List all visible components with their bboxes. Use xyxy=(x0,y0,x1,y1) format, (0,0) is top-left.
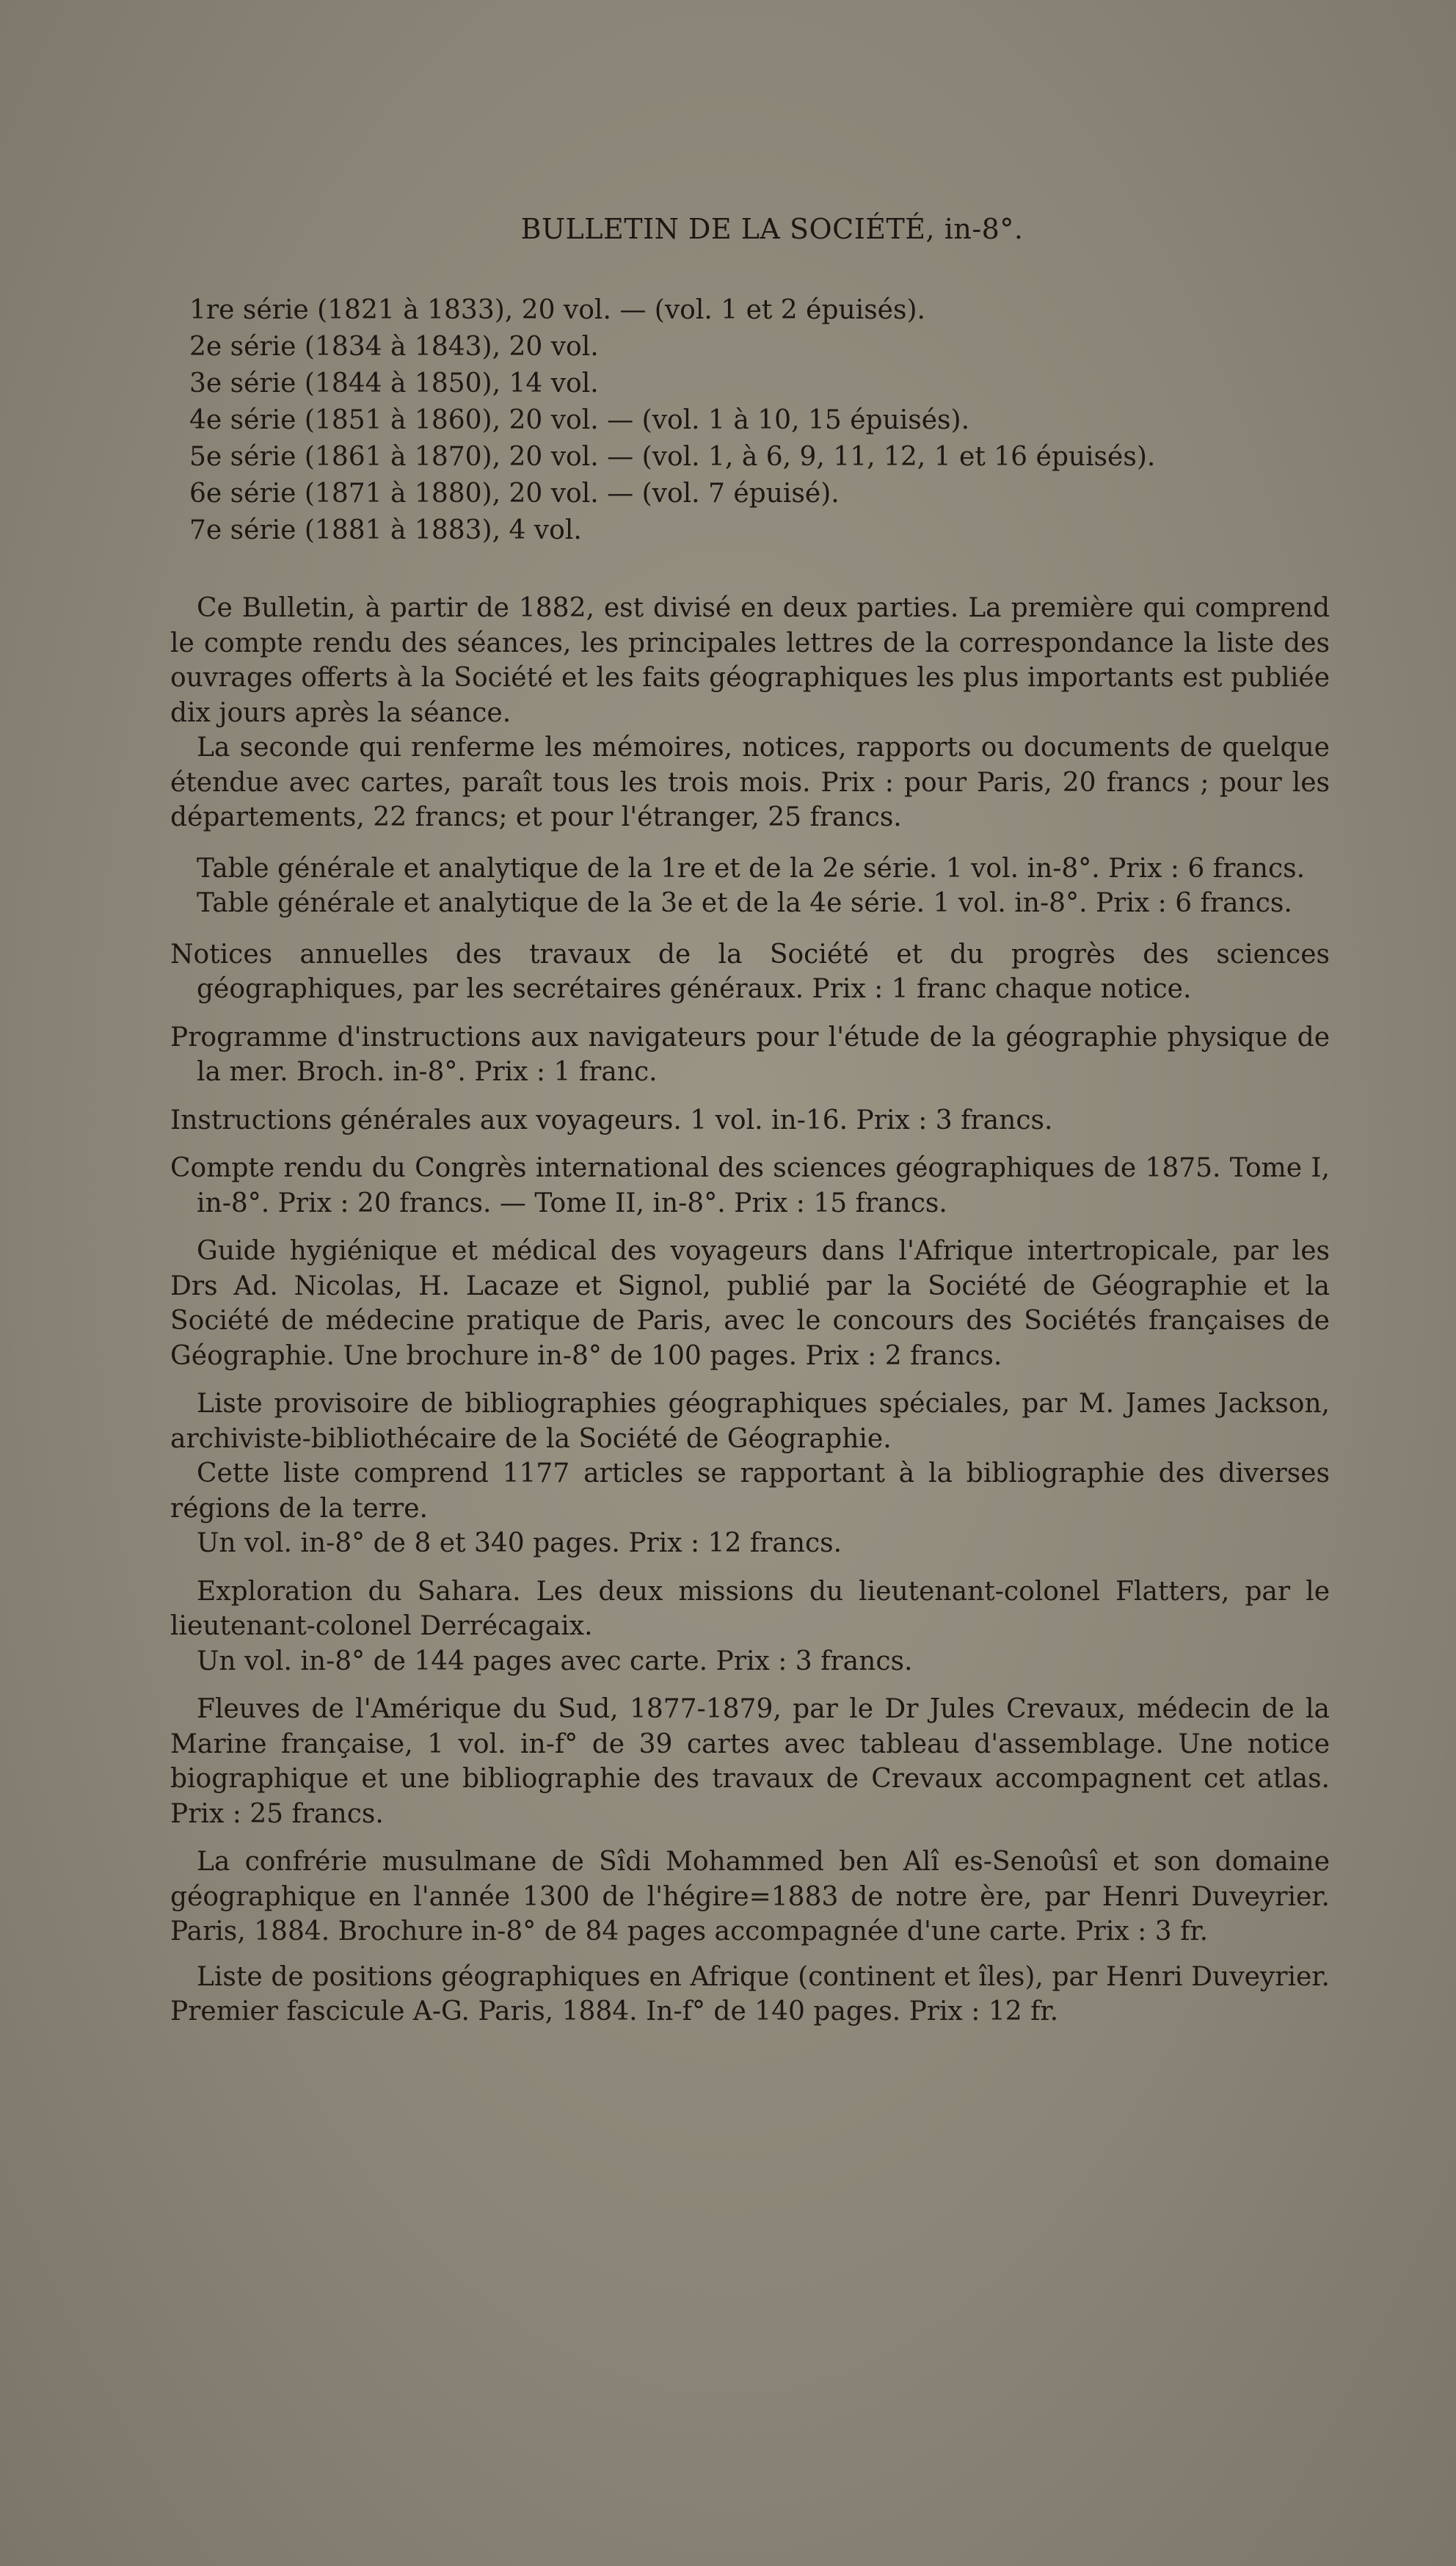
fleuves-amerique: Fleuves de l'Amérique du Sud, 1877-1879, par le Dr Jules Crevaux, médecin de la Marine française, 1 vol. in-f° de 39 cartes avec tableau d'assemblage. Une notice biographique et une bibliographie des travaux de Crevaux accompagnent cet atlas. Prix : 25 francs. xyxy=(170,1694,1330,1829)
series-item-7: 7e série (1881 à 1883), 4 vol. xyxy=(189,515,582,545)
liste-bibliographies-note: Cette liste comprend 1177 articles se rapportant à la bibliographie des diverses régions de la terre. xyxy=(170,1458,1330,1524)
exploration-sahara: Exploration du Sahara. Les deux missions du lieutenant-colonel Flatters, par le lieutenant-colonel Derrécagaix. xyxy=(170,1576,1330,1641)
series-item-4: 4e série (1851 à 1860), 20 vol. — (vol. 1 à 10, 15 épuisés). xyxy=(189,405,970,435)
bulletin-heading: BULLETIN DE LA SOCIÉTÉ, in-8°. xyxy=(520,213,1024,245)
bulletin-second-part: La seconde qui renferme les mémoires, notices, rapports ou documents de quelque étendue avec cartes, paraît tous les trois mois. Prix : pour Paris, 20 francs ; pour les départements, 22 francs; et pour l'étranger, 25 francs. xyxy=(170,733,1330,832)
bulletin-description: Ce Bulletin, à partir de 1882, est divisé en deux parties. La première qui comprend le compte rendu des séances, les principales lettres de la correspondance la liste des ouvrages offerts à la Société et les faits géographiques les plus importants est publiée dix jours après la séance. xyxy=(170,593,1330,728)
table-generale-1-2: Table générale et analytique de la 1re et de la 2e série. 1 vol. in-8°. Prix : 6 francs. xyxy=(197,853,1306,884)
notices-annuelles: Notices annuelles des travaux de la Société et du progrès des sciences géographiques, par les secrétaires généraux. Prix : 1 franc chaque notice. xyxy=(170,939,1330,1004)
liste-positions-afrique: Liste de positions géographiques en Afrique (continent et îles), par Henri Duveyrier. Premier fascicule A-G. Paris, 1884. In-f° de 140 pages. Prix : 12 fr. xyxy=(170,1961,1330,2027)
table-generale-3-4: Table générale et analytique de la 3e et de la 4e série. 1 vol. in-8°. Prix : 6 francs. xyxy=(197,888,1292,918)
confrerie-musulmane: La confrérie musulmane de Sîdi Mohammed ben Alî es-Senoûsî et son domaine géographique en l'année 1300 de l'hégire=1883 de notre ère, par Henri Duveyrier. Paris, 1884. Brochure in-8° de 84 pages accompagnée d'une carte. Prix : 3 fr. xyxy=(170,1847,1330,1947)
series-item-1: 1re série (1821 à 1833), 20 vol. — (vol. 1 et 2 épuisés). xyxy=(189,295,925,325)
liste-bibliographies: Liste provisoire de bibliographies géographiques spéciales, par M. James Jackson, archiviste-bibliothécaire de la Société de Géographie. xyxy=(170,1389,1330,1454)
series-item-3: 3e série (1844 à 1850), 14 vol. xyxy=(189,368,599,399)
liste-bibliographies-price: Un vol. in-8° de 8 et 340 pages. Prix : 12 francs. xyxy=(197,1528,842,1558)
series-list xyxy=(189,292,1334,549)
compte-rendu-congres: Compte rendu du Congrès international des sciences géographiques de 1875. Tome I, in-8°. Prix : 20 francs. — Tome II, in-8°. Prix : 15 francs. xyxy=(170,1153,1330,1218)
series-item-6: 6e série (1871 à 1880), 20 vol. — (vol. 7 épuisé). xyxy=(189,479,840,509)
series-item-5: 5e série (1861 à 1870), 20 vol. — (vol. 1, à 6, 9, 11, 12, 1 et 16 épuisés). xyxy=(189,442,1156,472)
catalogue-body xyxy=(170,591,1330,2029)
series-item-2: 2e série (1834 à 1843), 20 vol. xyxy=(189,332,599,362)
exploration-sahara-price: Un vol. in-8° de 144 pages avec carte. Prix : 3 francs. xyxy=(197,1646,913,1676)
guide-hygienique: Guide hygiénique et médical des voyageurs dans l'Afrique intertropicale, par les Drs Ad. Nicolas, H. Lacaze et Signol, publié par la Société de Géographie et la Société de médecine pratique de Paris, avec le concours des Sociétés françaises de Géographie. Une brochure in-8° de 100 pages. Prix : 2 francs. xyxy=(170,1236,1330,1371)
instructions-generales: Instructions générales aux voyageurs. 1 vol. in-16. Prix : 3 francs. xyxy=(170,1105,1053,1135)
programme-instructions: Programme d'instructions aux navigateurs pour l'étude de la géographie physique de la mer. Broch. in-8°. Prix : 1 franc. xyxy=(170,1022,1330,1087)
